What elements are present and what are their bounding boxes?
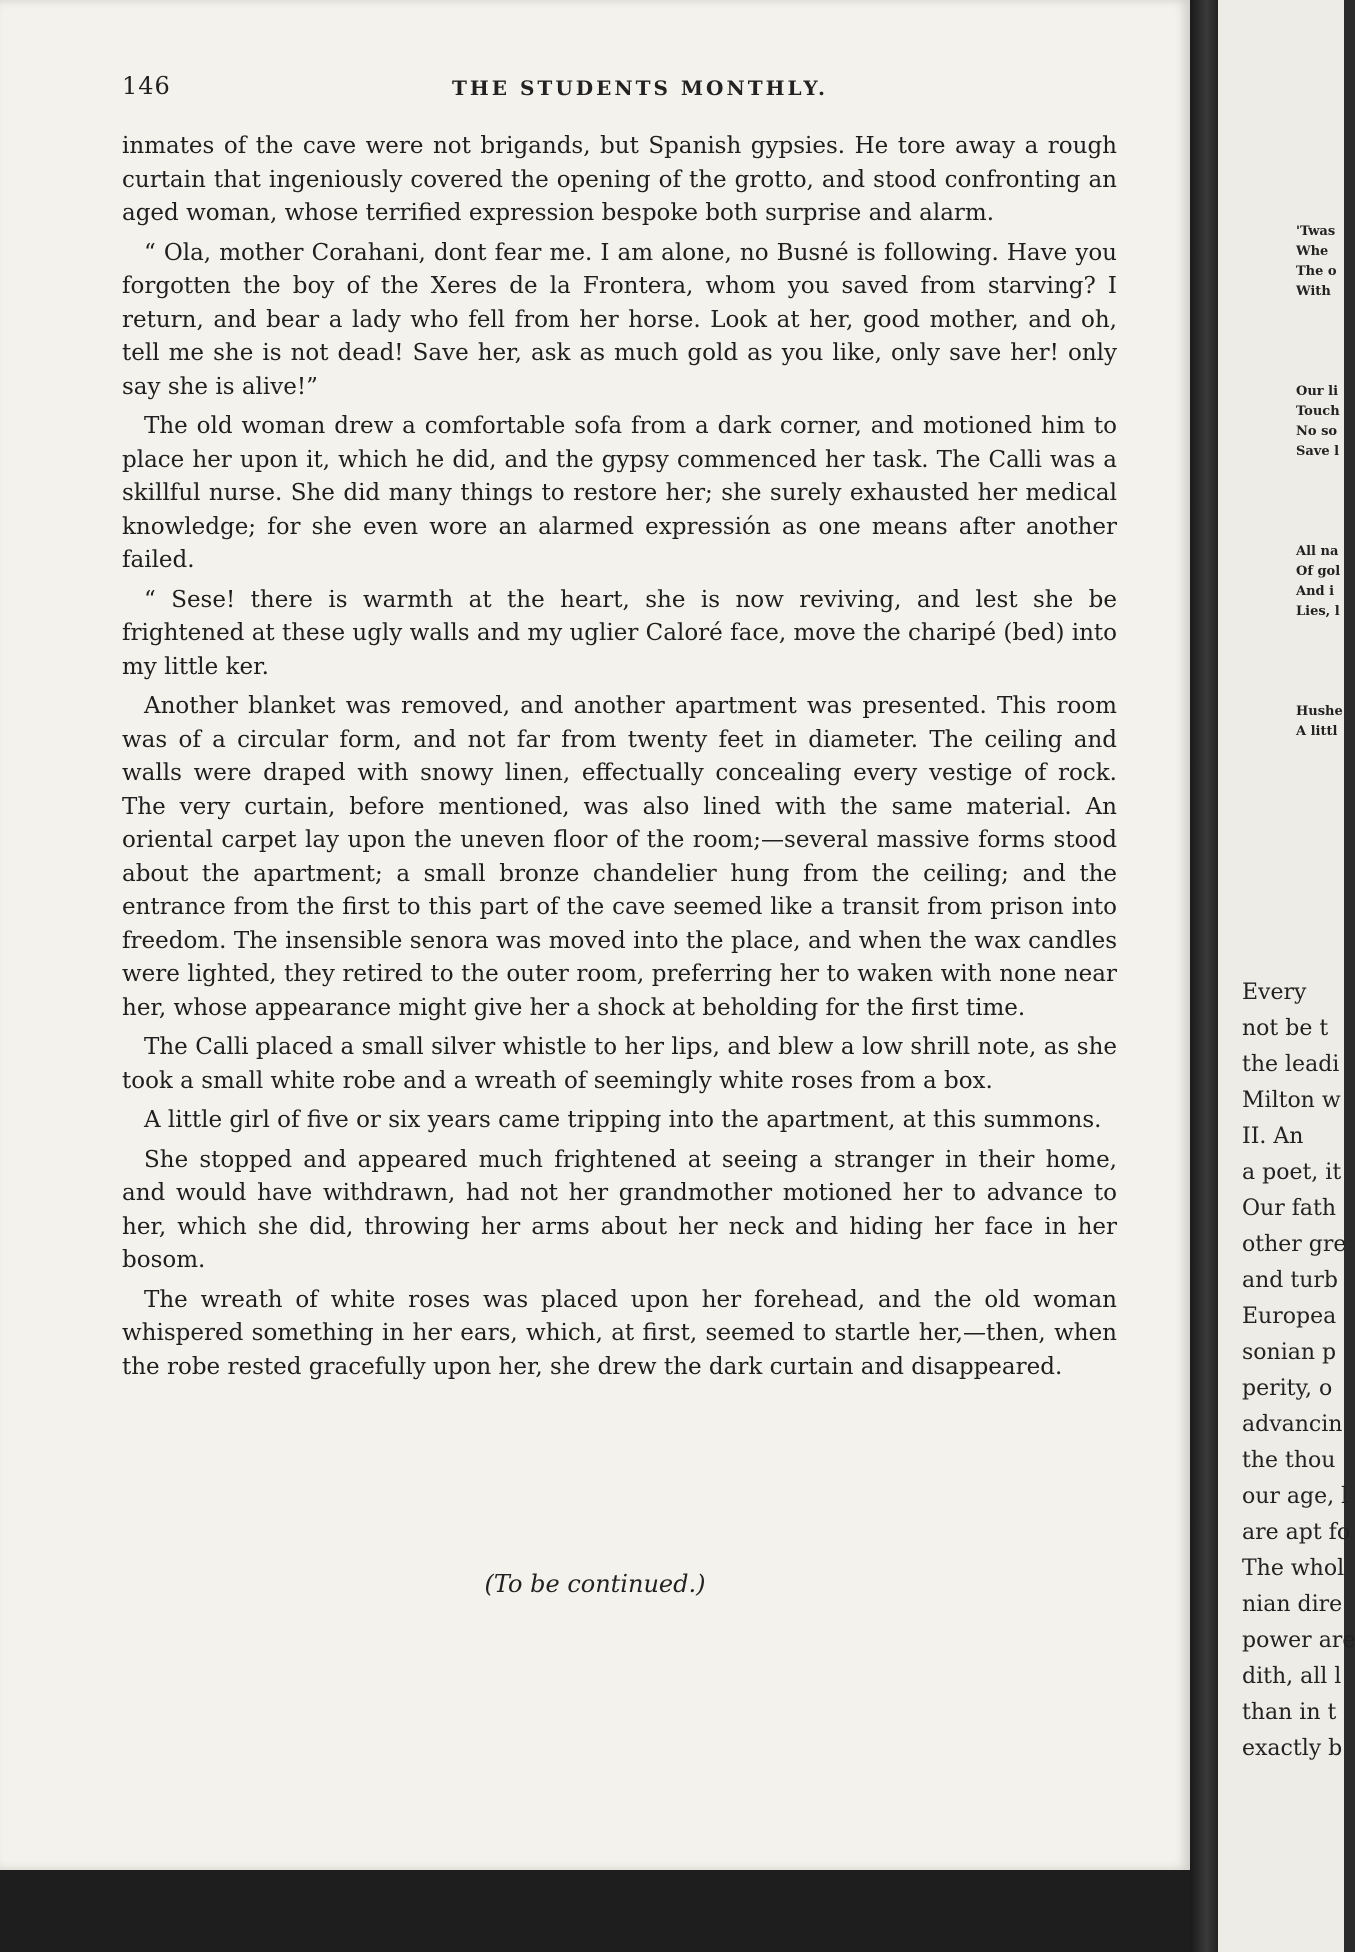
poem-line: Our li (1296, 384, 1339, 399)
poem-line: Touch (1296, 404, 1340, 419)
paragraph: She stopped and appeared much frightened at seeing a stranger in their home, and would have withdrawn, had not her grandmother motioned her to advance to her, which she did, throwing her arms about her neck and hiding her face in her bosom. (122, 1146, 1117, 1273)
paragraph: “ Sese! there is warmth at the heart, she is now reviving, and lest she be frightened at these ugly walls and my uglier Caloré face, move the charipé (bed) into my little ker. (122, 586, 1117, 680)
prose-line: advancin (1242, 1412, 1343, 1437)
poem-line: A littl (1296, 724, 1338, 739)
poem-line: Lies, l (1296, 604, 1340, 619)
prose-line: than in t (1242, 1700, 1337, 1725)
prose-line: the leadi (1242, 1052, 1340, 1077)
poem-line: No so (1296, 424, 1338, 439)
prose-line: II. An (1242, 1124, 1304, 1149)
prose-line: a poet, it (1242, 1160, 1342, 1185)
poem-stanza (1296, 702, 1343, 742)
paragraph: A little girl of five or six years came tripping into the apartment, at this summons. (144, 1107, 1102, 1133)
prose-line: perity, o (1242, 1376, 1333, 1401)
poem-line: Save l (1296, 444, 1340, 459)
prose-line: are apt fo (1242, 1520, 1351, 1545)
prose-line: and turb (1242, 1268, 1338, 1293)
poem-line: And i (1296, 584, 1335, 599)
prose-line: Our fath (1242, 1196, 1336, 1221)
poem-line: 'Twas (1296, 224, 1336, 239)
prose-line: The whol (1242, 1556, 1345, 1581)
page-number: 146 (122, 72, 171, 100)
facing-prose (1242, 975, 1355, 1767)
poem-line: Of gol (1296, 564, 1341, 579)
prose-line: our age, l (1242, 1484, 1349, 1509)
scan-border (0, 1870, 1190, 1952)
prose-line: Milton w (1242, 1088, 1341, 1113)
running-title: THE STUDENTS MONTHLY. (452, 76, 828, 100)
poem-stanza (1296, 222, 1337, 302)
prose-line: dith, all l (1242, 1664, 1342, 1689)
poem-line: Hushe (1296, 704, 1343, 719)
prose-line: other gre (1242, 1232, 1347, 1257)
prose-line: exactly b (1242, 1736, 1343, 1761)
paragraph: “ Ola, mother Corahani, dont fear me. I am alone, no Busné is following. Have you forgotten the boy of the Xeres de la Frontera, whom you saved from starving? I return, and bear a lady who fell from her horse. Look at her, good mother, and oh, tell me she is not dead! Save her, ask as much gold as you like, only save her! only say she is alive!” (122, 239, 1117, 400)
paragraph: inmates of the cave were not brigands, but Spanish gypsies. He tore away a rough curtain that ingeniously covered the opening of the grotto, and stood confronting an aged woman, whose terrified expression bespoke both surprise and alarm. (122, 133, 1117, 226)
continued-note: (To be continued.) (484, 1570, 706, 1598)
prose-line: nian dire (1242, 1592, 1343, 1617)
prose-line: not be t (1242, 1016, 1329, 1041)
paragraph: The wreath of white roses was placed upon her forehead, and the old woman whispered something in her ears, which, at first, seemed to startle her,—then, when the robe rested gracefully upon her, she drew the dark curtain and disappeared. (122, 1286, 1117, 1380)
poem-stanza (1296, 542, 1340, 622)
prose-line: sonian p (1242, 1340, 1337, 1365)
prose-line: Europea (1242, 1304, 1337, 1329)
paragraph: The old woman drew a comfortable sofa from a dark corner, and motioned him to place her upon it, which he did, and the gypsy commenced her task. The Calli was a skillful nurse. She did many things to restore her; she surely exhausted her medical knowledge; for she even wore an alarmed expressión as one means after another failed. (122, 413, 1117, 573)
facing-page (1218, 0, 1355, 1952)
poem-line: Whe (1296, 244, 1329, 259)
book-gutter (1190, 0, 1218, 1952)
page-header (122, 72, 1122, 108)
poem-stanza (1296, 382, 1340, 462)
prose-line: Every (1242, 980, 1307, 1005)
paragraph: Another blanket was removed, and another apartment was presented. This room was of a circular form, and not far from twenty feet in diameter. The ceiling and walls were draped with snowy linen, effectually concealing every vestige of rock. The very curtain, before mentioned, was also lined with the same material. An oriental carpet lay upon the uneven floor of the room;—several massive forms stood about the apartment; a small bronze chandelier hung from the ceiling; and the entrance from the first to this part of the cave seemed like a transit from prison into freedom. The insensible senora was moved into the place, and when the wax candles were lighted, they retired to the outer room, preferring her to waken with none near her, whose appearance might give her a shock at beholding for the first time. (122, 693, 1117, 1021)
paragraph: The Calli placed a small silver whistle to her lips, and blew a low shrill note, as she took a small white robe and a wreath of seemingly white roses from a box. (122, 1034, 1117, 1094)
poem-line: With (1296, 284, 1331, 299)
article-body (122, 130, 1117, 1390)
prose-line: power are (1242, 1628, 1355, 1653)
prose-line: the thou (1242, 1448, 1336, 1473)
poem-line: The o (1296, 264, 1337, 279)
poem-line: All na (1296, 544, 1339, 559)
